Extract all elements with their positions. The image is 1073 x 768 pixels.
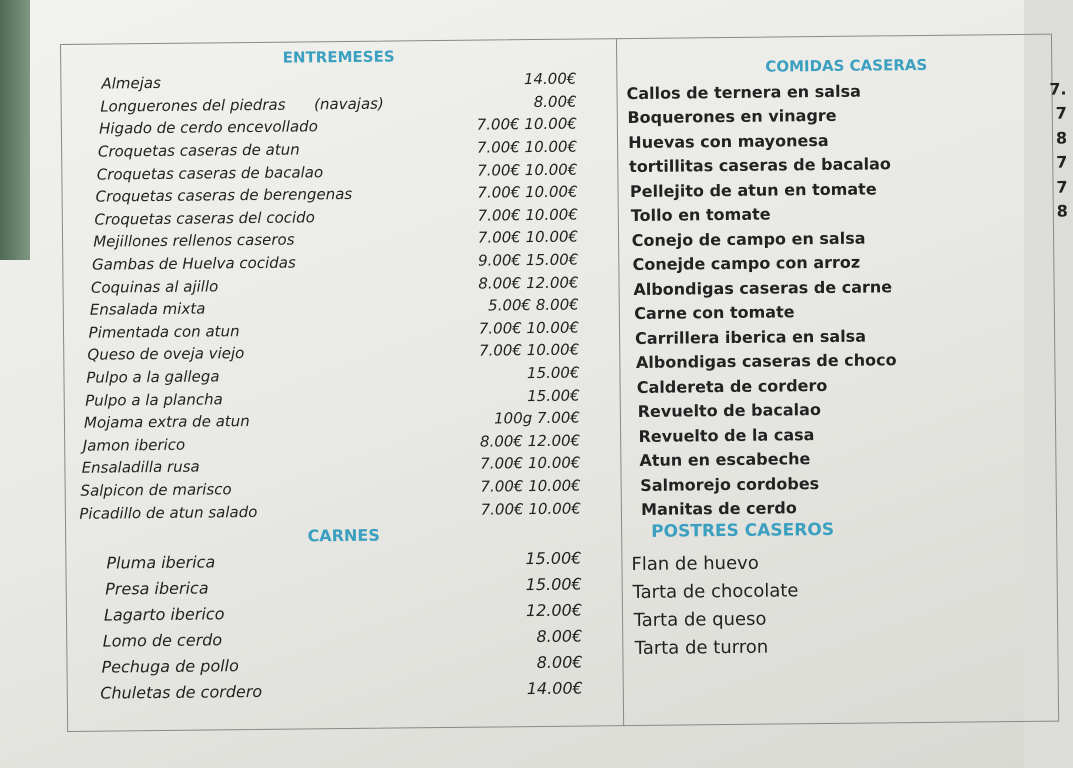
item-name: Callos de ternera en salsa (626, 81, 861, 103)
item-name: tortillitas caseras de bacalao (629, 154, 891, 177)
item-name: Carne con tomate (634, 302, 795, 324)
item-name: Atun en escabeche (639, 449, 811, 471)
item-price: 8.00€ (536, 652, 583, 673)
item-name: Pluma iberica (106, 552, 216, 573)
item-price: 7 (1056, 177, 1068, 197)
item-price: 7.00€ 10.00€ (477, 228, 579, 248)
item-name: Huevas con mayonesa (628, 130, 829, 152)
menu-item (79, 497, 581, 525)
item-price: 15.00€ (525, 574, 582, 595)
item-name: Revuelto de bacalao (637, 400, 821, 422)
carnes-list (100, 545, 583, 706)
item-name: Ensaladilla rusa (81, 457, 200, 478)
item-name: Tollo en tomate (630, 204, 771, 226)
item-price: 8.00€ 12.00€ (479, 431, 581, 451)
item-name: Albondigas caseras de carne (633, 277, 893, 299)
item-price: 14.00€ (523, 69, 577, 89)
section-title-entremeses: ENTREMESES (282, 47, 395, 67)
item-name: Ensalada mixta (89, 299, 206, 319)
item-price: 8 (1056, 201, 1068, 221)
item-name: Chuletas de cordero (100, 682, 263, 703)
item-name: Lagarto iberico (103, 604, 225, 625)
item-name: Croquetas caseras de berengenas (95, 185, 353, 206)
item-price: 7.00€ 10.00€ (477, 205, 578, 225)
item-price: 8.00€ 12.00€ (478, 273, 579, 293)
item-name: Conejo de campo en salsa (631, 228, 866, 250)
item-name: Mojama extra de atun (83, 412, 250, 432)
item-price: 15.00€ (526, 363, 580, 383)
item-name: Croquetas caseras de bacalao (96, 162, 324, 184)
tablecloth (0, 0, 30, 260)
item-price: 7.00€ 10.00€ (476, 115, 577, 135)
item-name: Gambas de Huelva cocidas (92, 253, 296, 274)
section-title-comidas-caseras: COMIDAS CASERAS (765, 55, 928, 76)
item-name: Coquinas al ajillo (90, 276, 219, 297)
section-title-postres: POSTRES CASEROS (651, 519, 835, 542)
item-price: 9.00€ 15.00€ (477, 250, 579, 270)
entremeses-list (79, 68, 581, 525)
item-name: Almejas (101, 74, 161, 93)
item-name: Tarta de chocolate (632, 579, 799, 603)
item-name: Higado de cerdo encevollado (99, 117, 318, 139)
item-name: Queso de oveja viejo (87, 344, 245, 365)
item-name: Pechuga de pollo (101, 656, 239, 677)
item-price: 15.00€ (527, 386, 580, 405)
item-price: 15.00€ (525, 548, 582, 569)
item-name: Mejillones rellenos caseros (93, 231, 295, 252)
item-name: Longuerones del piedras (navajas) (100, 94, 384, 116)
item-name: Pellejito de atun en tomate (629, 179, 877, 201)
item-name: Lomo de cerdo (102, 630, 223, 651)
item-name: Pulpo a la gallega (86, 367, 220, 387)
item-price: 7 (1055, 103, 1067, 123)
item-name: Salmorejo cordobes (640, 473, 820, 495)
postres-list (631, 545, 1072, 662)
item-name: Revuelto de la casa (638, 424, 815, 446)
menu-table (60, 34, 1068, 732)
item-name: Flan de huevo (631, 552, 759, 575)
item-name: Carrillera iberica en salsa (635, 326, 867, 348)
item-name: Caldereta de cordero (636, 375, 828, 397)
item-name: Picadillo de atun salado (79, 502, 258, 523)
item-price: 8 (1055, 128, 1068, 148)
item-price: 7.00€ 10.00€ (480, 453, 581, 474)
comidas-list (626, 76, 1071, 522)
column-divider (616, 39, 624, 725)
item-price: 7.00€ 10.00€ (477, 160, 578, 180)
item-name: Pulpo a la plancha (85, 389, 223, 410)
item-name: Manitas de cerdo (640, 498, 797, 520)
item-name: Pimentada con atun (88, 321, 240, 342)
item-price: 7.00€ 10.00€ (480, 476, 581, 496)
right-column (626, 54, 1072, 662)
item-price: 7.00€ 10.00€ (476, 137, 578, 157)
left-column (79, 46, 583, 707)
item-name: Tarta de queso (633, 608, 767, 631)
section-title-carnes: CARNES (307, 525, 380, 546)
item-price: 8.00€ (536, 626, 583, 647)
item-name: Conejde campo con arroz (632, 252, 861, 275)
item-name: Jamon iberico (82, 435, 186, 455)
item-price: 7.00€ 10.00€ (477, 182, 578, 202)
item-name: Croquetas caseras de atun (97, 140, 300, 161)
item-name: Boquerones en vinagre (627, 106, 837, 128)
item-name: Croquetas caseras del cocido (94, 208, 315, 229)
item-name: Presa iberica (105, 578, 209, 599)
item-price: 12.00€ (525, 600, 583, 621)
item-price: 7.00€ 10.00€ (478, 341, 580, 361)
item-name: Albondigas caseras de choco (635, 350, 897, 373)
item-price: 100g 7.00€ (493, 408, 581, 428)
item-price: 7. (1049, 79, 1067, 99)
item-name: Salpicon de marisco (80, 480, 232, 500)
menu-item (100, 675, 583, 706)
item-price: 7.00€ 10.00€ (480, 499, 581, 519)
item-price: 5.00€ 8.00€ (488, 295, 579, 315)
item-price: 7 (1056, 152, 1068, 172)
item-price: 8.00€ (533, 92, 577, 111)
item-price: 14.00€ (526, 678, 583, 699)
menu-item (635, 629, 1073, 662)
item-price: 7.00€ 10.00€ (478, 318, 580, 338)
item-name: Tarta de turron (634, 636, 769, 659)
